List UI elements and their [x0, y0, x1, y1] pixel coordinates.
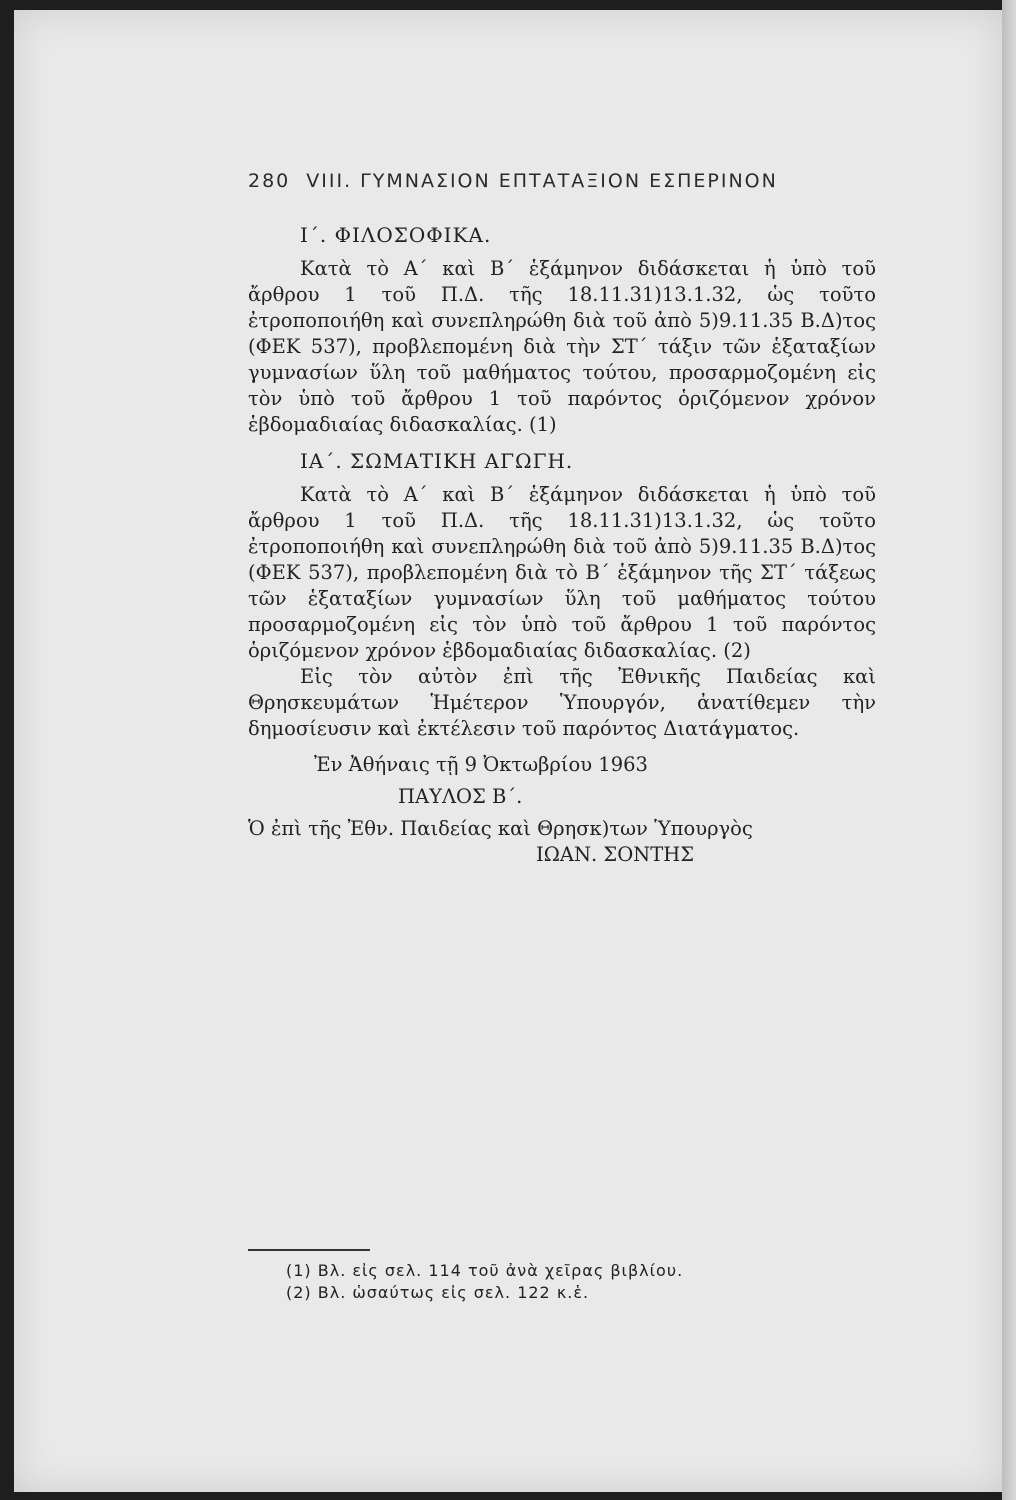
section-heading: Ι΄. ΦΙΛΟΣΟΦΙΚΑ.	[300, 223, 492, 247]
section-paragraph: Κατὰ τὸ Α΄ καὶ Β΄ ἑξάμηνον διδάσκεται ἡ ὑπὸ τοῦ ἄρθρου 1 τοῦ Π.Δ. τῆς 18.11.31)13.1.32, ὡς τοῦτο ἐτροποποιήθη καὶ συνεπληρώθη διὰ τοῦ ἀπὸ 5)9.11.35 Β.Δ)τος (ΦΕΚ 537), προβλεπομένη διὰ τὴν ΣΤ΄ τάξιν τῶν ἑξαταξίων γυμνασίων ὕλη τοῦ μαθήματος τούτου, προσαρμοζομένη εἰς τὸν ὑπὸ τοῦ ἄρθρου 1 τοῦ παρόντος ὁριζόμενον χρόνον ἑβδομαδιαίας διδασκαλίας. (1)	[248, 257, 876, 436]
minister-name: ΙΩΑΝ. ΣΟΝΤΗΣ	[536, 843, 695, 866]
section-heading: ΙΑ΄. ΣΩΜΑΤΙΚΗ ΑΓΩΓΗ.	[300, 449, 574, 473]
date-line: Ἐν Ἀθήναις τῇ 9 Ὀκτωβρίου 1963	[314, 753, 648, 776]
running-title: VIII. ΓΥΜΝΑΣΙΟΝ ΕΠΤΑΤΑΞΙΟΝ ΕΣΠΕΡΙΝΟΝ	[306, 170, 778, 192]
page-edge	[1002, 0, 1016, 1500]
running-header	[248, 170, 848, 192]
footnote: (2) Βλ. ὡσαύτως εἰς σελ. 122 κ.ἑ.	[286, 1283, 590, 1302]
section-paragraph: Κατὰ τὸ Α΄ καὶ Β΄ ἑξάμηνον διδάσκεται ἡ ὑπὸ τοῦ ἄρθρου 1 τοῦ Π.Δ. τῆς 18.11.31)13.1.32, ὡς τοῦτο ἐτροποποιήθη καὶ συνεπληρώθη διὰ τοῦ ἀπὸ 5)9.11.35 Β.Δ)τος (ΦΕΚ 537), προβλεπομένη διὰ τὸ Β΄ ἑξάμηνον τῆς ΣΤ΄ τάξεως τῶν ἑξαταξίων γυμνασίων ὕλη τοῦ μαθήματος τούτου προσαρμοζομένη εἰς τὸν ὑπὸ τοῦ ἄρθρου 1 τοῦ παρόντος ὁριζόμενον χρόνον ἑβδομαδιαίας διδασκαλίας. (2)	[248, 483, 876, 662]
page-number: 280	[248, 170, 291, 192]
page-body	[248, 222, 876, 868]
footnote: (1) Βλ. εἰς σελ. 114 τοῦ ἀνὰ χεῖρας βιβλίου.	[286, 1261, 684, 1280]
footnotes	[286, 1260, 806, 1304]
signature-block	[248, 752, 876, 868]
king-signature: ΠΑΥΛΟΣ Β΄.	[398, 785, 523, 808]
footnote-divider	[248, 1249, 370, 1251]
minister-title: Ὁ ἐπὶ τῆς Ἐθν. Παιδείας καὶ Θρησκ)των Ὑπουργὸς	[248, 817, 753, 840]
decree-paragraph: Εἰς τὸν αὐτὸν ἐπὶ τῆς Ἐθνικῆς Παιδείας καὶ Θρησκευμάτων Ἡμέτερον Ὑπουργόν, ἀνατίθεμεν τὴν δημοσίευσιν καὶ ἐκτέλεσιν τοῦ παρόντος Διατάγματος.	[248, 665, 876, 740]
